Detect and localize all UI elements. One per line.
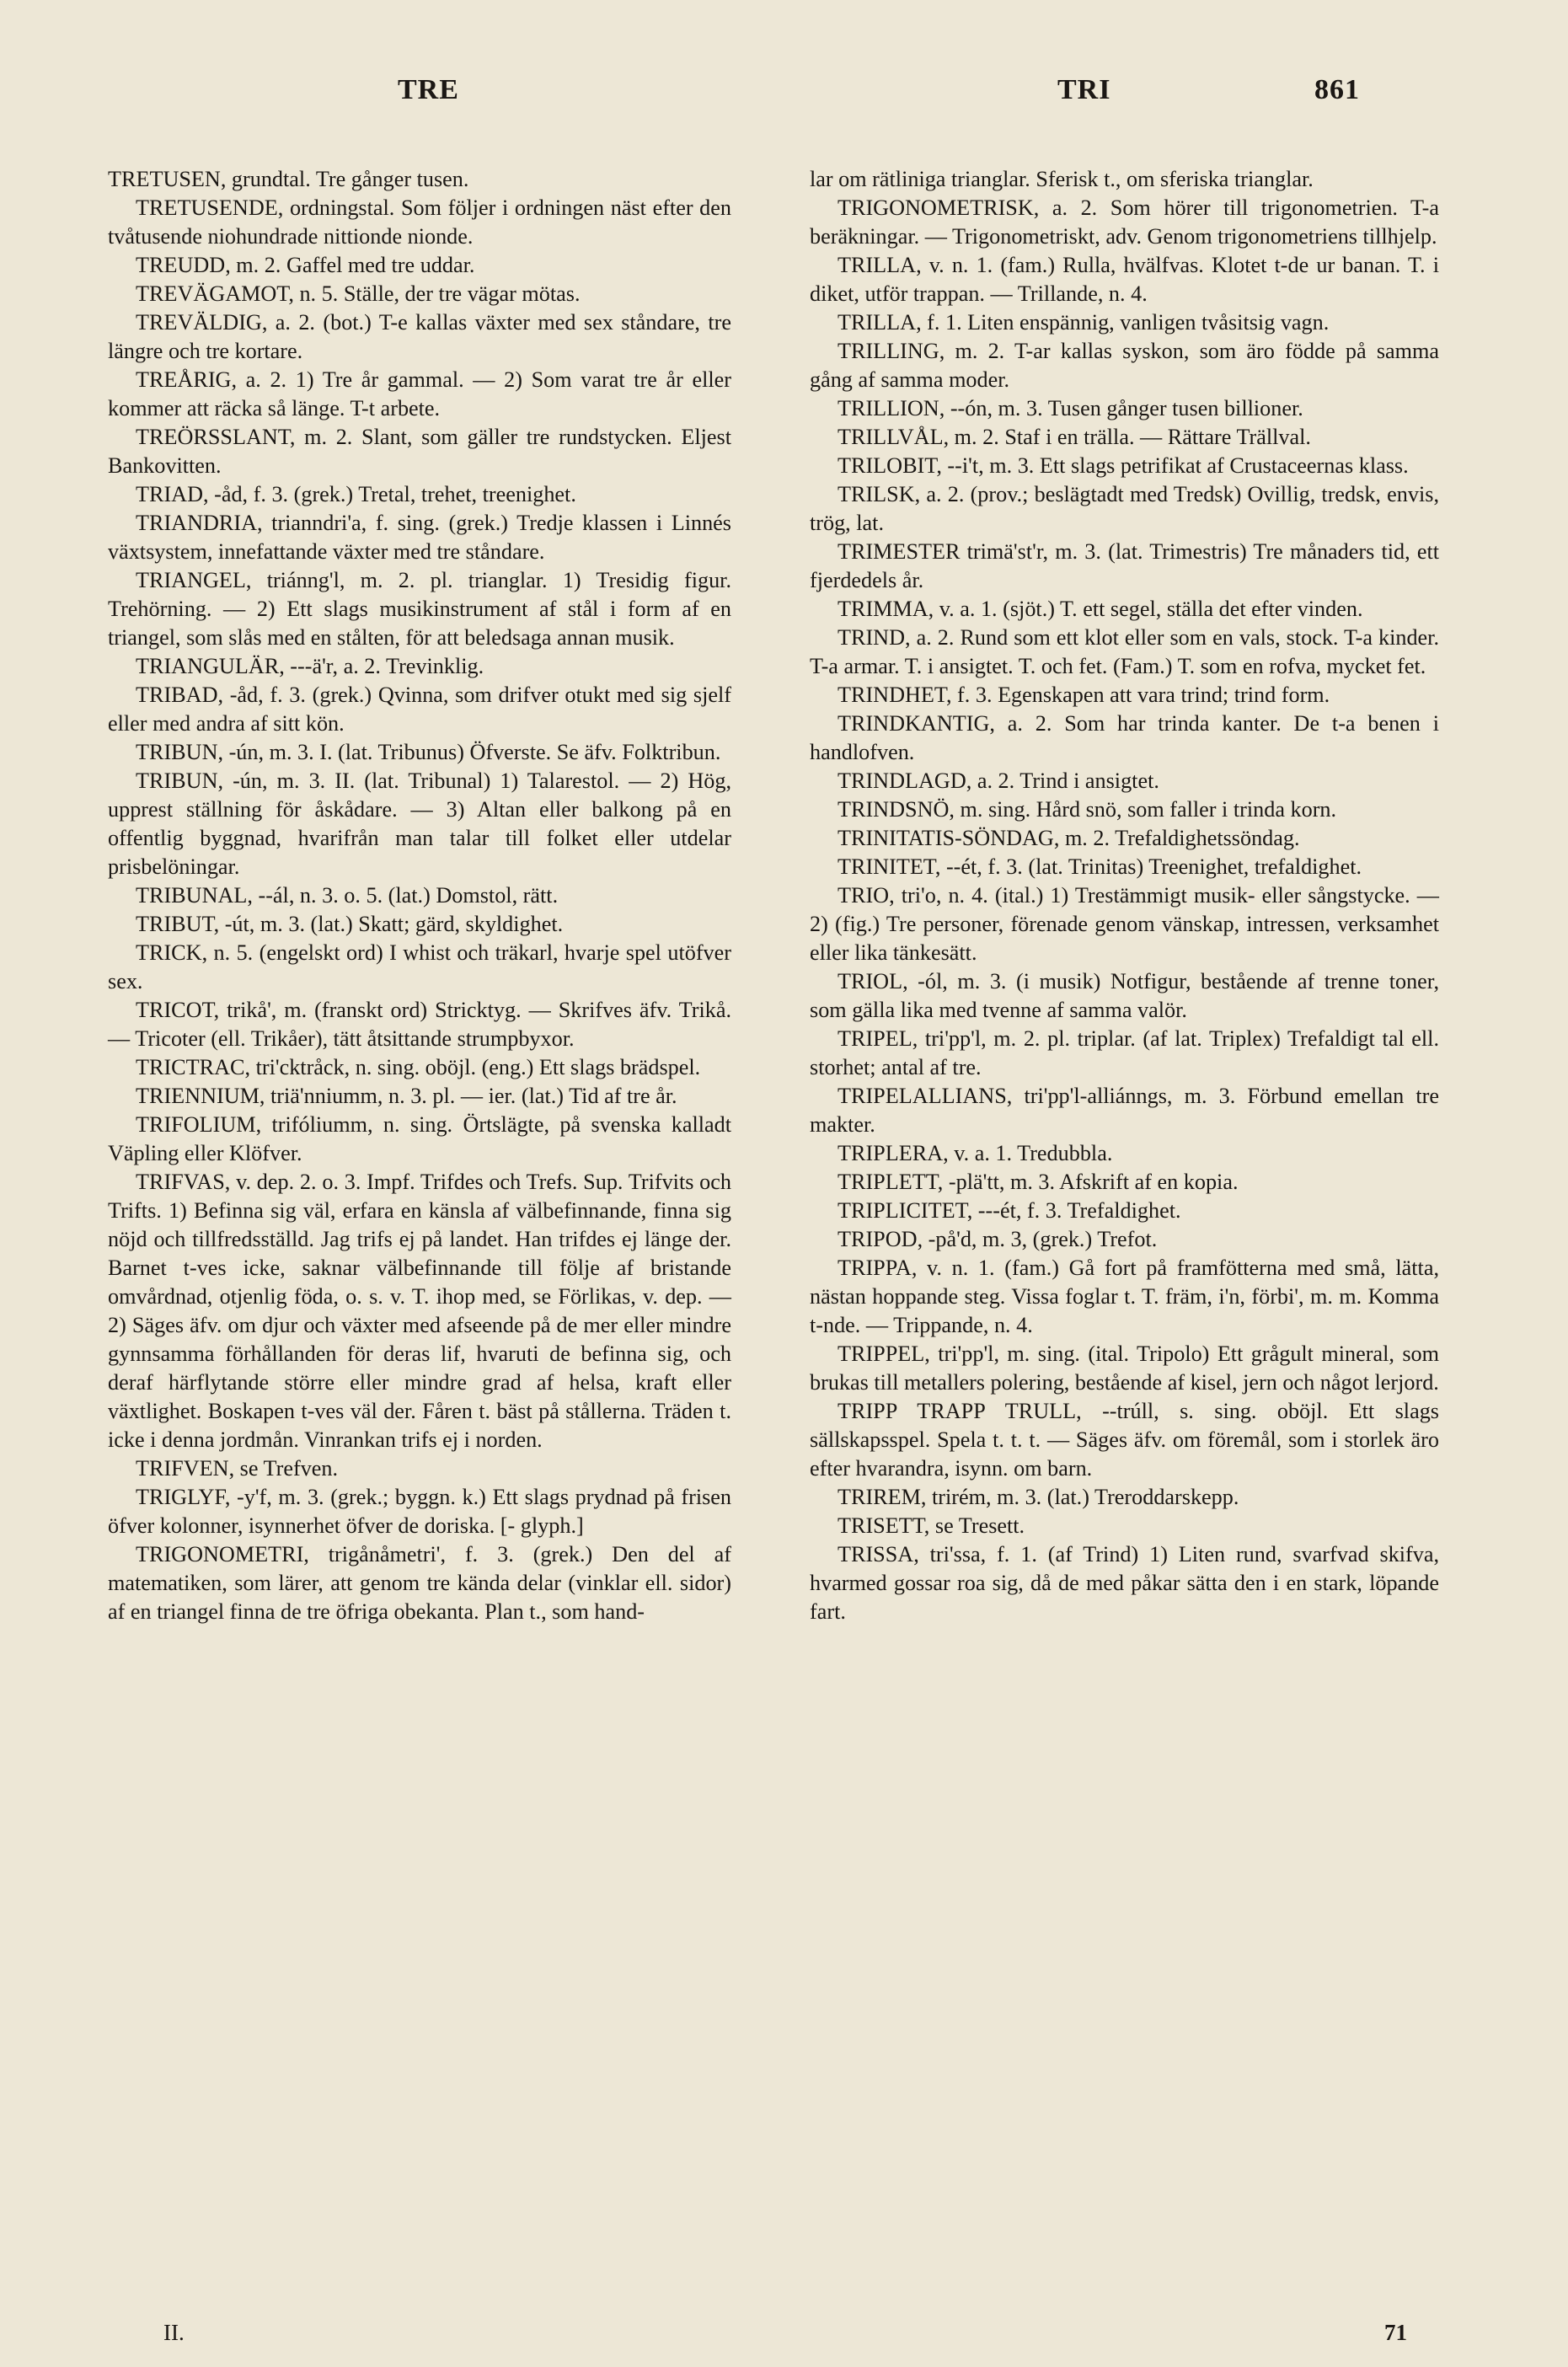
dictionary-entry: TRILLA, f. 1. Liten enspännig, vanligen tvåsitsig vagn. <box>838 310 1330 335</box>
signature-mark: 71 <box>1384 2320 1407 2345</box>
dictionary-entry: TRIND, a. 2. Rund som ett klot eller som en vals, stock. T-a kinder. T-a armar. T. i ansigtet. T. och fet. (Fam.) T. som en rofva, mycket fet. <box>810 625 1439 678</box>
dictionary-entry: TRIO, tri'o, n. 4. (ital.) 1) Trestämmigt musik- eller sångstycke. — 2) (fig.) Tre personer, förenade genom vänskap, intressen, verksamhet eller lika tänkesätt. <box>810 883 1439 965</box>
dictionary-entry: TRIGONOMETRISK, a. 2. Som hörer till trigonometrien. T-a beräkningar. — Trigonometriskt, adv. Genom trigonometriens tillhjelp. <box>810 195 1439 249</box>
dictionary-entry: TRINITET, --ét, f. 3. (lat. Trinitas) Treenighet, trefaldighet. <box>838 854 1362 879</box>
left-column <box>108 165 731 1626</box>
dictionary-entry: TRIBUN, -ún, m. 3. II. (lat. Tribunal) 1) Talarestol. — 2) Hög, upprest ställning för åskådare. — 3) Altan eller balkong på en offentlig byggnad, hvarifrån man talar till folket eller utdelar prisbelöningar. <box>108 768 731 879</box>
dictionary-entry: TRIPLETT, -plä'tt, m. 3. Afskrift af en kopia. <box>838 1170 1239 1194</box>
dictionary-entry: TRICOT, trikå', m. (franskt ord) Stricktyg. — Skrifves äfv. Trikå. — Tricoter (ell. Trikåer), tätt åtsittande strumpbyxor. <box>108 998 731 1051</box>
dictionary-entry: lar om rätliniga trianglar. Sferisk t., om sferiska trianglar. <box>810 167 1314 191</box>
dictionary-entry: TRIAD, -åd, f. 3. (grek.) Tretal, trehet, treenighet. <box>136 482 576 506</box>
dictionary-entry: TREÖRSSLANT, m. 2. Slant, som gäller tre rundstycken. Eljest Bankovitten. <box>108 425 731 478</box>
dictionary-entry: TRIBAD, -åd, f. 3. (grek.) Qvinna, som drifver otukt med sig sjelf eller med andra af sitt kön. <box>108 683 731 736</box>
dictionary-entry: TRIBUNAL, --ál, n. 3. o. 5. (lat.) Domstol, rätt. <box>136 883 559 908</box>
dictionary-entry: TRILLVÅL, m. 2. Staf i en trälla. — Rättare Trällval. <box>838 425 1311 449</box>
dictionary-entry: TREVÄGAMOT, n. 5. Ställe, der tre vägar mötas. <box>136 281 581 306</box>
dictionary-entry: TRIPP TRAPP TRULL, --trúll, s. sing. oböjl. Ett slags sällskapsspel. Spela t. t. t. — Säges äfv. om föremål, som i storlek äro efter hvarandra, isynn. om barn. <box>810 1399 1439 1481</box>
dictionary-entry: TRIPEL, tri'pp'l, m. 2. pl. triplar. (af lat. Triplex) Trefaldigt tal ell. storhet; antal af tre. <box>810 1026 1439 1079</box>
dictionary-entry: TRILLING, m. 2. T-ar kallas syskon, som äro födde på samma gång af samma moder. <box>810 339 1439 392</box>
dictionary-entry: TRIPPEL, tri'pp'l, m. sing. (ital. Tripolo) Ett grågult mineral, som brukas till metallers polering, bestående af kisel, jern och något lerjord. <box>810 1341 1439 1395</box>
dictionary-entry: TRIGONOMETRI, trigånåmetri', f. 3. (grek.) Den del af matematiken, som lärer, att genom tre kända delar (vinklar ell. sidor) af en triangel finna de tre öfriga obekanta. Plan t., som hand- <box>108 1542 731 1624</box>
dictionary-entry: TRIFVEN, se Trefven. <box>136 1456 339 1481</box>
dictionary-entry: TRIFVAS, v. dep. 2. o. 3. Impf. Trifdes och Trefs. Sup. Trifvits och Trifts. 1) Befinna sig väl, erfara en känsla af välbefinnande, finna sig nöjd och tillfredsställd. Jag trifs ej på landet. Han trifdes ej länge der. Barnet t-ves icke, saknar välbefinnande till följe af bristande omvårdnad, otjenlig föda, o. s. v. T. ihop med, se Förlikas, v. dep. — 2) Säges äfv. om djur och växter med afseende på de mer eller mindre gynnsamma förhållanden för deras lif, hvaruti de befinna sig, och deraf härflytande större eller mindre grad af helsa, kraft eller växtlighet. Boskapen t-ves väl der. Fåren t. bäst på stållerna. Träden t. icke i denna jordmån. Vinrankan trifs ej i norden. <box>108 1170 731 1452</box>
dictionary-entry: TRIOL, -ól, m. 3. (i musik) Notfigur, bestående af trenne toner, som gälla lika med tvenne af samma valör. <box>810 969 1439 1022</box>
dictionary-entry: TRICTRAC, tri'cktråck, n. sing. oböjl. (eng.) Ett slags brädspel. <box>136 1055 701 1079</box>
dictionary-entry: TRIMMA, v. a. 1. (sjöt.) T. ett segel, ställa det efter vinden. <box>838 597 1363 621</box>
dictionary-entry: TREUDD, m. 2. Gaffel med tre uddar. <box>136 253 475 277</box>
dictionary-entry: TRINDLAGD, a. 2. Trind i ansigtet. <box>838 768 1159 793</box>
dictionary-entry: TRIPOD, -på'd, m. 3, (grek.) Trefot. <box>838 1227 1158 1251</box>
dictionary-entry: TREÅRIG, a. 2. 1) Tre år gammal. — 2) Som varat tre år eller kommer att räcka så länge. T-t arbete. <box>108 367 731 420</box>
dictionary-entry: TRETUSEN, grundtal. Tre gånger tusen. <box>108 167 469 191</box>
page-number: 861 <box>1314 74 1360 105</box>
dictionary-entry: TRILOBIT, --i't, m. 3. Ett slags petrifikat af Crustaceernas klass. <box>838 453 1409 478</box>
dictionary-entry: TRIANGEL, triánng'l, m. 2. pl. trianglar. 1) Tresidig figur. Trehörning. — 2) Ett slags musikinstrument af stål i form af en triangel, som slås med en stålten, för att beledsaga annan musik. <box>108 568 731 650</box>
dictionary-entry: TRIANDRIA, trianndri'a, f. sing. (grek.) Tredje klassen i Linnés växtsystem, innefattande växter med tre ståndare. <box>108 511 731 564</box>
running-head-right: TRI <box>1057 74 1111 105</box>
dictionary-entry: TRINITATIS-SÖNDAG, m. 2. Trefaldighetssöndag. <box>838 826 1300 850</box>
dictionary-entry: TRILSK, a. 2. (prov.; beslägtadt med Tredsk) Ovillig, tredsk, envis, trög, lat. <box>810 482 1439 535</box>
dictionary-entry: TRINDKANTIG, a. 2. Som har trinda kanter. De t-a benen i handlofven. <box>810 711 1439 764</box>
dictionary-entry: TRINDHET, f. 3. Egenskapen att vara trind; trind form. <box>838 683 1330 707</box>
dictionary-entry: TRIPLERA, v. a. 1. Tredubbla. <box>838 1141 1113 1165</box>
dictionary-entry: TRISETT, se Tresett. <box>838 1513 1025 1538</box>
dictionary-entry: TRIPELALLIANS, tri'pp'l-alliánngs, m. 3. Förbund emellan tre makter. <box>810 1084 1439 1137</box>
dictionary-entry: TRIMESTER trimä'st'r, m. 3. (lat. Trimestris) Tre månaders tid, ett fjerdedels år. <box>810 539 1439 592</box>
dictionary-entry: TRILLION, --ón, m. 3. Tusen gånger tusen billioner. <box>838 396 1303 420</box>
right-column <box>810 165 1439 1626</box>
dictionary-entry: TRINDSNÖ, m. sing. Hård snö, som faller i trinda korn. <box>838 797 1337 822</box>
dictionary-entry: TRISSA, tri'ssa, f. 1. (af Trind) 1) Liten rund, svarfvad skifva, hvarmed gossar roa sig, då de med påkar sätta den i en stark, löpande fart. <box>810 1542 1439 1624</box>
running-head-left: TRE <box>398 74 459 105</box>
dictionary-entry: TRIFOLIUM, trifóliumm, n. sing. Örtslägte, på svenska kalladt Väpling eller Klöfver. <box>108 1112 731 1165</box>
dictionary-entry: TRIPLICITET, ---ét, f. 3. Trefaldighet. <box>838 1198 1181 1223</box>
continuation-mark: II. <box>163 2320 185 2345</box>
dictionary-entry: TRICK, n. 5. (engelskt ord) I whist och träkarl, hvarje spel utöfver sex. <box>108 940 731 993</box>
dictionary-entry: TRIREM, trirém, m. 3. (lat.) Treroddarskepp. <box>838 1485 1239 1509</box>
dictionary-entry: TRIGLYF, -y'f, m. 3. (grek.; byggn. k.) Ett slags prydnad på frisen öfver kolonner, isynnerhet öfver de doriska. [- glyph.] <box>108 1485 731 1538</box>
dictionary-entry: TRIPPA, v. n. 1. (fam.) Gå fort på framfötterna med små, lätta, nästan hoppande steg. Vissa foglar t. T. främ, i'n, förbi', m. m. Komma t-nde. — Trippande, n. 4. <box>810 1256 1439 1337</box>
dictionary-entry: TRIANGULÄR, ---ä'r, a. 2. Trevinklig. <box>136 654 484 678</box>
dictionary-entry: TRETUSENDE, ordningstal. Som följer i ordningen näst efter den tvåtusende niohundrade nittionde nionde. <box>108 195 731 249</box>
dictionary-entry: TRIBUT, -út, m. 3. (lat.) Skatt; gärd, skyldighet. <box>136 912 564 936</box>
dictionary-entry: TREVÄLDIG, a. 2. (bot.) T-e kallas växter med sex ståndare, tre längre och tre kortare. <box>108 310 731 363</box>
dictionary-entry: TRILLA, v. n. 1. (fam.) Rulla, hvälfvas. Klotet t-de ur banan. T. i diket, utför trappan. — Trillande, n. 4. <box>810 253 1439 306</box>
dictionary-entry: TRIBUN, -ún, m. 3. I. (lat. Tribunus) Öfverste. Se äfv. Folktribun. <box>136 740 721 764</box>
dictionary-entry: TRIENNIUM, triä'nniumm, n. 3. pl. — ier. (lat.) Tid af tre år. <box>136 1084 677 1108</box>
